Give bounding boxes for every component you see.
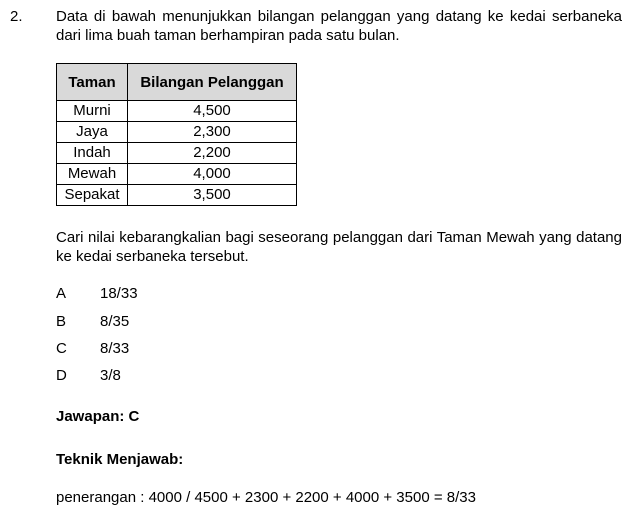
- table-cell-taman: Sepakat: [57, 185, 128, 206]
- table-cell-bilangan: 4,000: [128, 164, 297, 185]
- table-header-taman: Taman: [57, 64, 128, 101]
- option-letter: A: [56, 285, 67, 302]
- option-value: 8/35: [100, 313, 130, 330]
- table-cell-taman: Indah: [57, 143, 128, 164]
- table-cell-taman: Jaya: [57, 122, 128, 143]
- option-c: [56, 339, 129, 359]
- table-row: [57, 101, 297, 122]
- option-value: 18/33: [100, 285, 138, 302]
- table-cell-taman: Mewah: [57, 164, 128, 185]
- option-letter: C: [56, 340, 67, 357]
- option-letter: B: [56, 313, 67, 330]
- table-cell-taman: Murni: [57, 101, 128, 122]
- table-row: [57, 185, 297, 206]
- question-text: Cari nilai kebarangkalian bagi seseorang pelanggan dari Taman Mewah yang datang ke kedai serbaneka tersebut.: [56, 229, 622, 265]
- table-cell-bilangan: 4,500: [128, 101, 297, 122]
- option-a: [56, 284, 138, 304]
- table-cell-bilangan: 3,500: [128, 185, 297, 206]
- table-row: [57, 122, 297, 143]
- option-b: [56, 312, 129, 332]
- table-row: [57, 143, 297, 164]
- question-stem: Data di bawah menunjukkan bilangan pelanggan yang datang ke kedai serbaneka dari lima buah taman berhampiran pada satu bulan.: [56, 8, 622, 44]
- table-row: [57, 164, 297, 185]
- option-d: [56, 366, 121, 386]
- table-cell-bilangan: 2,300: [128, 122, 297, 143]
- answer-text: Jawapan: C: [56, 408, 140, 425]
- customer-table: [56, 63, 297, 206]
- option-value: 3/8: [100, 367, 121, 384]
- technique-heading: Teknik Menjawab:: [56, 451, 184, 468]
- explanation-text: penerangan : 4000 / 4500 + 2300 + 2200 + 4000 + 3500 = 8/33: [56, 489, 476, 506]
- table-header-bilangan: Bilangan Pelanggan: [128, 64, 297, 101]
- option-letter: D: [56, 367, 67, 384]
- option-value: 8/33: [100, 340, 130, 357]
- table-cell-bilangan: 2,200: [128, 143, 297, 164]
- question-number: 2.: [10, 8, 23, 25]
- table-header-row: [57, 64, 297, 101]
